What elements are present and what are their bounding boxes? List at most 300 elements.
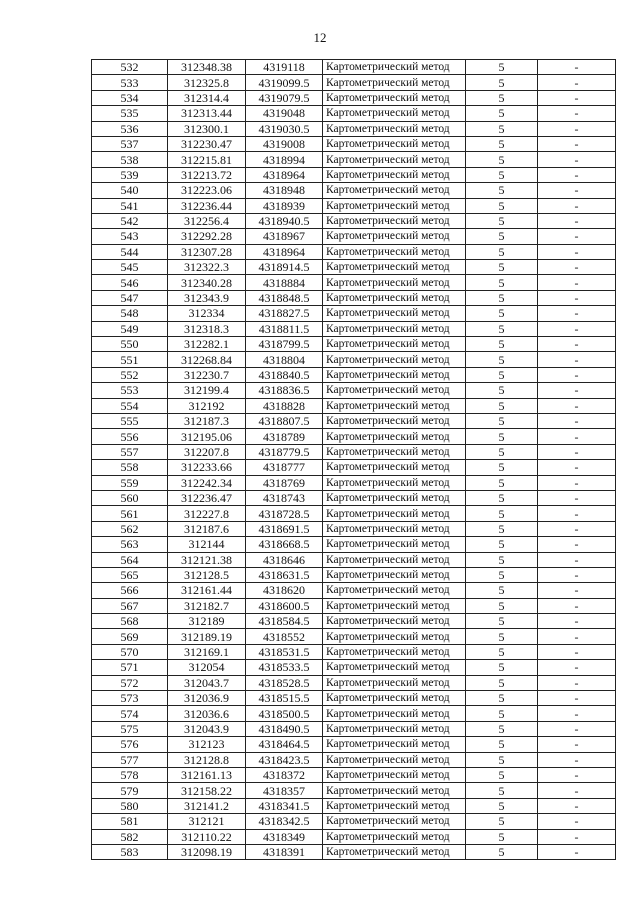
accuracy-cell: 5: [466, 660, 538, 675]
x-coordinate-cell: 312322.3: [168, 260, 246, 275]
x-coordinate-cell: 312230.47: [168, 136, 246, 151]
point-number-cell: 556: [92, 429, 168, 444]
accuracy-cell: 5: [466, 60, 538, 75]
y-coordinate-cell: 4318777: [246, 460, 323, 475]
x-coordinate-cell: 312161.13: [168, 767, 246, 782]
table-row: [92, 737, 616, 752]
table-row: [92, 383, 616, 398]
point-number-cell: 534: [92, 90, 168, 105]
y-coordinate-cell: 4318994: [246, 152, 323, 167]
point-number-cell: 553: [92, 383, 168, 398]
x-coordinate-cell: 312313.44: [168, 106, 246, 121]
note-cell: -: [538, 444, 616, 459]
point-number-cell: 563: [92, 537, 168, 552]
point-number-cell: 575: [92, 721, 168, 736]
point-number-cell: 582: [92, 829, 168, 844]
table-row: [92, 814, 616, 829]
note-cell: -: [538, 244, 616, 259]
x-coordinate-cell: 312307.28: [168, 244, 246, 259]
method-cell: Картометрический метод: [323, 321, 466, 336]
y-coordinate-cell: 4318372: [246, 767, 323, 782]
accuracy-cell: 5: [466, 767, 538, 782]
note-cell: -: [538, 167, 616, 182]
x-coordinate-cell: 312348.38: [168, 60, 246, 75]
y-coordinate-cell: 4318848.5: [246, 290, 323, 305]
table-row: [92, 783, 616, 798]
y-coordinate-cell: 4318342.5: [246, 814, 323, 829]
table-row: [92, 598, 616, 613]
note-cell: -: [538, 706, 616, 721]
note-cell: -: [538, 521, 616, 536]
note-cell: -: [538, 90, 616, 105]
method-cell: Картометрический метод: [323, 106, 466, 121]
point-number-cell: 540: [92, 183, 168, 198]
table-row: [92, 721, 616, 736]
accuracy-cell: 5: [466, 429, 538, 444]
note-cell: -: [538, 552, 616, 567]
method-cell: Картометрический метод: [323, 737, 466, 752]
x-coordinate-cell: 312161.44: [168, 583, 246, 598]
table-row: [92, 60, 616, 75]
x-coordinate-cell: 312187.3: [168, 413, 246, 428]
accuracy-cell: 5: [466, 598, 538, 613]
note-cell: -: [538, 367, 616, 382]
note-cell: -: [538, 475, 616, 490]
accuracy-cell: 5: [466, 260, 538, 275]
table-row: [92, 429, 616, 444]
accuracy-cell: 5: [466, 213, 538, 228]
accuracy-cell: 5: [466, 783, 538, 798]
note-cell: -: [538, 614, 616, 629]
y-coordinate-cell: 4319008: [246, 136, 323, 151]
x-coordinate-cell: 312195.06: [168, 429, 246, 444]
method-cell: Картометрический метод: [323, 413, 466, 428]
note-cell: -: [538, 598, 616, 613]
accuracy-cell: 5: [466, 752, 538, 767]
point-number-cell: 571: [92, 660, 168, 675]
note-cell: -: [538, 306, 616, 321]
method-cell: Картометрический метод: [323, 752, 466, 767]
accuracy-cell: 5: [466, 383, 538, 398]
method-cell: Картометрический метод: [323, 783, 466, 798]
table-row: [92, 644, 616, 659]
point-number-cell: 567: [92, 598, 168, 613]
x-coordinate-cell: 312215.81: [168, 152, 246, 167]
y-coordinate-cell: 4318533.5: [246, 660, 323, 675]
accuracy-cell: 5: [466, 475, 538, 490]
x-coordinate-cell: 312098.19: [168, 844, 246, 859]
point-number-cell: 550: [92, 337, 168, 352]
point-number-cell: 545: [92, 260, 168, 275]
point-number-cell: 558: [92, 460, 168, 475]
accuracy-cell: 5: [466, 352, 538, 367]
note-cell: -: [538, 321, 616, 336]
method-cell: Картометрический метод: [323, 152, 466, 167]
method-cell: Картометрический метод: [323, 767, 466, 782]
point-number-cell: 532: [92, 60, 168, 75]
note-cell: -: [538, 275, 616, 290]
accuracy-cell: 5: [466, 460, 538, 475]
point-number-cell: 568: [92, 614, 168, 629]
table-row: [92, 275, 616, 290]
x-coordinate-cell: 312282.1: [168, 337, 246, 352]
point-number-cell: 541: [92, 198, 168, 213]
note-cell: -: [538, 213, 616, 228]
y-coordinate-cell: 4318584.5: [246, 614, 323, 629]
point-number-cell: 565: [92, 567, 168, 582]
method-cell: Картометрический метод: [323, 629, 466, 644]
accuracy-cell: 5: [466, 552, 538, 567]
accuracy-cell: 5: [466, 198, 538, 213]
point-number-cell: 573: [92, 691, 168, 706]
method-cell: Картометрический метод: [323, 475, 466, 490]
point-number-cell: 561: [92, 506, 168, 521]
method-cell: Картометрический метод: [323, 213, 466, 228]
x-coordinate-cell: 312054: [168, 660, 246, 675]
table-row: [92, 260, 616, 275]
x-coordinate-cell: 312325.8: [168, 75, 246, 90]
method-cell: Картометрический метод: [323, 598, 466, 613]
table-row: [92, 106, 616, 121]
y-coordinate-cell: 4318631.5: [246, 567, 323, 582]
y-coordinate-cell: 4318620: [246, 583, 323, 598]
y-coordinate-cell: 4318836.5: [246, 383, 323, 398]
y-coordinate-cell: 4318779.5: [246, 444, 323, 459]
x-coordinate-cell: 312300.1: [168, 121, 246, 136]
accuracy-cell: 5: [466, 844, 538, 859]
method-cell: Картометрический метод: [323, 706, 466, 721]
x-coordinate-cell: 312121: [168, 814, 246, 829]
table-row: [92, 614, 616, 629]
table-row: [92, 752, 616, 767]
note-cell: -: [538, 737, 616, 752]
accuracy-cell: 5: [466, 413, 538, 428]
method-cell: Картометрический метод: [323, 552, 466, 567]
method-cell: Картометрический метод: [323, 614, 466, 629]
x-coordinate-cell: 312334: [168, 306, 246, 321]
note-cell: -: [538, 383, 616, 398]
table-row: [92, 183, 616, 198]
method-cell: Картометрический метод: [323, 275, 466, 290]
note-cell: -: [538, 75, 616, 90]
method-cell: Картометрический метод: [323, 490, 466, 505]
table-row: [92, 136, 616, 151]
point-number-cell: 555: [92, 413, 168, 428]
table-row: [92, 583, 616, 598]
note-cell: -: [538, 752, 616, 767]
table-row: [92, 506, 616, 521]
accuracy-cell: 5: [466, 644, 538, 659]
y-coordinate-cell: 4318811.5: [246, 321, 323, 336]
x-coordinate-cell: 312223.06: [168, 183, 246, 198]
point-number-cell: 546: [92, 275, 168, 290]
note-cell: -: [538, 152, 616, 167]
table-row: [92, 629, 616, 644]
x-coordinate-cell: 312343.9: [168, 290, 246, 305]
table-row: [92, 567, 616, 582]
y-coordinate-cell: 4318769: [246, 475, 323, 490]
x-coordinate-cell: 312036.6: [168, 706, 246, 721]
accuracy-cell: 5: [466, 829, 538, 844]
note-cell: -: [538, 106, 616, 121]
y-coordinate-cell: 4318464.5: [246, 737, 323, 752]
y-coordinate-cell: 4318807.5: [246, 413, 323, 428]
table-row: [92, 75, 616, 90]
note-cell: -: [538, 537, 616, 552]
x-coordinate-cell: 312128.5: [168, 567, 246, 582]
method-cell: Картометрический метод: [323, 798, 466, 813]
point-number-cell: 581: [92, 814, 168, 829]
note-cell: -: [538, 767, 616, 782]
y-coordinate-cell: 4318948: [246, 183, 323, 198]
table-row: [92, 660, 616, 675]
point-number-cell: 576: [92, 737, 168, 752]
accuracy-cell: 5: [466, 229, 538, 244]
table-row: [92, 167, 616, 182]
y-coordinate-cell: 4318884: [246, 275, 323, 290]
x-coordinate-cell: 312110.22: [168, 829, 246, 844]
table-row: [92, 706, 616, 721]
x-coordinate-cell: 312141.2: [168, 798, 246, 813]
x-coordinate-cell: 312318.3: [168, 321, 246, 336]
table-row: [92, 413, 616, 428]
note-cell: -: [538, 183, 616, 198]
table-row: [92, 244, 616, 259]
method-cell: Картометрический метод: [323, 183, 466, 198]
y-coordinate-cell: 4318940.5: [246, 213, 323, 228]
method-cell: Картометрический метод: [323, 398, 466, 413]
y-coordinate-cell: 4318804: [246, 352, 323, 367]
table-row: [92, 290, 616, 305]
point-number-cell: 536: [92, 121, 168, 136]
method-cell: Картометрический метод: [323, 814, 466, 829]
point-number-cell: 579: [92, 783, 168, 798]
y-coordinate-cell: 4318528.5: [246, 675, 323, 690]
method-cell: Картометрический метод: [323, 537, 466, 552]
y-coordinate-cell: 4318515.5: [246, 691, 323, 706]
note-cell: -: [538, 567, 616, 582]
table-row: [92, 306, 616, 321]
y-coordinate-cell: 4318789: [246, 429, 323, 444]
coordinates-table: [91, 59, 616, 860]
x-coordinate-cell: 312242.34: [168, 475, 246, 490]
method-cell: Картометрический метод: [323, 352, 466, 367]
note-cell: -: [538, 121, 616, 136]
y-coordinate-cell: 4318646: [246, 552, 323, 567]
y-coordinate-cell: 4319079.5: [246, 90, 323, 105]
point-number-cell: 574: [92, 706, 168, 721]
point-number-cell: 554: [92, 398, 168, 413]
method-cell: Картометрический метод: [323, 521, 466, 536]
point-number-cell: 577: [92, 752, 168, 767]
point-number-cell: 535: [92, 106, 168, 121]
table-row: [92, 490, 616, 505]
accuracy-cell: 5: [466, 721, 538, 736]
point-number-cell: 559: [92, 475, 168, 490]
method-cell: Картометрический метод: [323, 90, 466, 105]
table-row: [92, 352, 616, 367]
note-cell: -: [538, 675, 616, 690]
note-cell: -: [538, 844, 616, 859]
note-cell: -: [538, 429, 616, 444]
accuracy-cell: 5: [466, 798, 538, 813]
x-coordinate-cell: 312187.6: [168, 521, 246, 536]
table-row: [92, 552, 616, 567]
method-cell: Картометрический метод: [323, 506, 466, 521]
point-number-cell: 537: [92, 136, 168, 151]
accuracy-cell: 5: [466, 306, 538, 321]
note-cell: -: [538, 398, 616, 413]
x-coordinate-cell: 312207.8: [168, 444, 246, 459]
table-row: [92, 337, 616, 352]
x-coordinate-cell: 312340.28: [168, 275, 246, 290]
accuracy-cell: 5: [466, 706, 538, 721]
x-coordinate-cell: 312213.72: [168, 167, 246, 182]
accuracy-cell: 5: [466, 290, 538, 305]
table-row: [92, 460, 616, 475]
table-body: [92, 60, 616, 860]
method-cell: Картометрический метод: [323, 583, 466, 598]
note-cell: -: [538, 337, 616, 352]
method-cell: Картометрический метод: [323, 260, 466, 275]
y-coordinate-cell: 4319099.5: [246, 75, 323, 90]
y-coordinate-cell: 4318828: [246, 398, 323, 413]
y-coordinate-cell: 4318490.5: [246, 721, 323, 736]
method-cell: Картометрический метод: [323, 337, 466, 352]
x-coordinate-cell: 312182.7: [168, 598, 246, 613]
table-row: [92, 198, 616, 213]
accuracy-cell: 5: [466, 814, 538, 829]
method-cell: Картометрический метод: [323, 367, 466, 382]
method-cell: Картометрический метод: [323, 829, 466, 844]
accuracy-cell: 5: [466, 183, 538, 198]
y-coordinate-cell: 4319048: [246, 106, 323, 121]
x-coordinate-cell: 312227.8: [168, 506, 246, 521]
table-row: [92, 367, 616, 382]
accuracy-cell: 5: [466, 136, 538, 151]
accuracy-cell: 5: [466, 367, 538, 382]
y-coordinate-cell: 4318840.5: [246, 367, 323, 382]
table-row: [92, 675, 616, 690]
method-cell: Картометрический метод: [323, 244, 466, 259]
accuracy-cell: 5: [466, 675, 538, 690]
y-coordinate-cell: 4318500.5: [246, 706, 323, 721]
table-row: [92, 398, 616, 413]
x-coordinate-cell: 312236.47: [168, 490, 246, 505]
note-cell: -: [538, 506, 616, 521]
note-cell: -: [538, 721, 616, 736]
method-cell: Картометрический метод: [323, 644, 466, 659]
accuracy-cell: 5: [466, 337, 538, 352]
point-number-cell: 562: [92, 521, 168, 536]
accuracy-cell: 5: [466, 275, 538, 290]
accuracy-cell: 5: [466, 398, 538, 413]
note-cell: -: [538, 260, 616, 275]
y-coordinate-cell: 4318799.5: [246, 337, 323, 352]
x-coordinate-cell: 312199.4: [168, 383, 246, 398]
y-coordinate-cell: 4318423.5: [246, 752, 323, 767]
x-coordinate-cell: 312158.22: [168, 783, 246, 798]
method-cell: Картометрический метод: [323, 691, 466, 706]
point-number-cell: 583: [92, 844, 168, 859]
x-coordinate-cell: 312121.38: [168, 552, 246, 567]
method-cell: Картометрический метод: [323, 198, 466, 213]
y-coordinate-cell: 4319118: [246, 60, 323, 75]
page-number: 12: [313, 30, 327, 45]
y-coordinate-cell: 4318728.5: [246, 506, 323, 521]
table-row: [92, 691, 616, 706]
method-cell: Картометрический метод: [323, 229, 466, 244]
point-number-cell: 548: [92, 306, 168, 321]
y-coordinate-cell: 4318357: [246, 783, 323, 798]
note-cell: -: [538, 583, 616, 598]
accuracy-cell: 5: [466, 167, 538, 182]
y-coordinate-cell: 4318827.5: [246, 306, 323, 321]
method-cell: Картометрический метод: [323, 60, 466, 75]
note-cell: -: [538, 829, 616, 844]
point-number-cell: 549: [92, 321, 168, 336]
method-cell: Картометрический метод: [323, 136, 466, 151]
y-coordinate-cell: 4318600.5: [246, 598, 323, 613]
x-coordinate-cell: 312036.9: [168, 691, 246, 706]
x-coordinate-cell: 312189.19: [168, 629, 246, 644]
note-cell: -: [538, 490, 616, 505]
accuracy-cell: 5: [466, 629, 538, 644]
accuracy-cell: 5: [466, 506, 538, 521]
point-number-cell: 547: [92, 290, 168, 305]
accuracy-cell: 5: [466, 583, 538, 598]
method-cell: Картометрический метод: [323, 675, 466, 690]
accuracy-cell: 5: [466, 121, 538, 136]
table-row: [92, 213, 616, 228]
table-row: [92, 537, 616, 552]
table-row: [92, 475, 616, 490]
note-cell: -: [538, 60, 616, 75]
method-cell: Картометрический метод: [323, 660, 466, 675]
point-number-cell: 566: [92, 583, 168, 598]
note-cell: -: [538, 783, 616, 798]
method-cell: Картометрический метод: [323, 844, 466, 859]
note-cell: -: [538, 629, 616, 644]
accuracy-cell: 5: [466, 444, 538, 459]
point-number-cell: 572: [92, 675, 168, 690]
point-number-cell: 580: [92, 798, 168, 813]
y-coordinate-cell: 4318552: [246, 629, 323, 644]
y-coordinate-cell: 4318914.5: [246, 260, 323, 275]
x-coordinate-cell: 312189: [168, 614, 246, 629]
point-number-cell: 539: [92, 167, 168, 182]
x-coordinate-cell: 312128.8: [168, 752, 246, 767]
x-coordinate-cell: 312292.28: [168, 229, 246, 244]
method-cell: Картометрический метод: [323, 306, 466, 321]
accuracy-cell: 5: [466, 537, 538, 552]
note-cell: -: [538, 814, 616, 829]
method-cell: Картометрический метод: [323, 75, 466, 90]
accuracy-cell: 5: [466, 90, 538, 105]
x-coordinate-cell: 312043.7: [168, 675, 246, 690]
x-coordinate-cell: 312236.44: [168, 198, 246, 213]
accuracy-cell: 5: [466, 567, 538, 582]
point-number-cell: 533: [92, 75, 168, 90]
point-number-cell: 570: [92, 644, 168, 659]
point-number-cell: 551: [92, 352, 168, 367]
note-cell: -: [538, 352, 616, 367]
y-coordinate-cell: 4318341.5: [246, 798, 323, 813]
method-cell: Картометрический метод: [323, 460, 466, 475]
note-cell: -: [538, 413, 616, 428]
x-coordinate-cell: 312268.84: [168, 352, 246, 367]
note-cell: -: [538, 136, 616, 151]
